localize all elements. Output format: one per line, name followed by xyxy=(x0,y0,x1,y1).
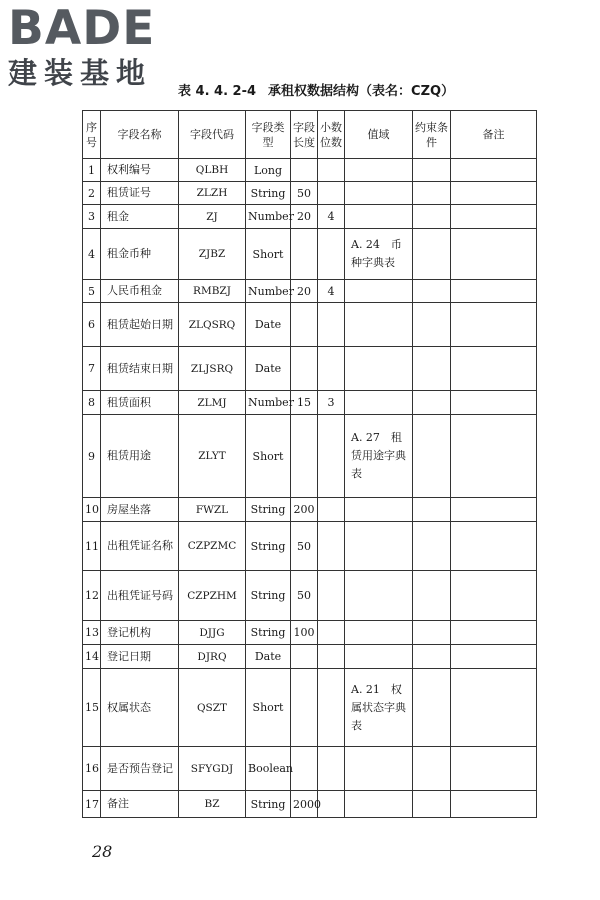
cell-constraint xyxy=(413,182,451,205)
cell-note xyxy=(451,205,537,229)
header-row xyxy=(83,111,537,159)
cell-note xyxy=(451,347,537,391)
cell-decimal-places xyxy=(318,159,345,182)
table-row xyxy=(83,498,537,522)
cell-field-name: 是否预告登记 xyxy=(101,747,179,791)
cell-no: 16 xyxy=(83,747,101,791)
cell-note xyxy=(451,159,537,182)
cell-decimal-places: 4 xyxy=(318,205,345,229)
cell-constraint xyxy=(413,571,451,621)
cell-no: 14 xyxy=(83,645,101,669)
table-title: 承租权数据结构（表名：CZQ） xyxy=(268,84,455,99)
cell-constraint xyxy=(413,159,451,182)
cell-decimal-places xyxy=(318,571,345,621)
cell-field-type: String xyxy=(246,522,291,571)
logo-chinese-name: 建装基地 xyxy=(8,56,153,90)
cell-field-type: Short xyxy=(246,415,291,498)
cell-field-type: Long xyxy=(246,159,291,182)
cell-field-code: ZLJSRQ xyxy=(179,347,246,391)
cell-note xyxy=(451,645,537,669)
cell-decimal-places xyxy=(318,791,345,818)
cell-field-name: 租赁结束日期 xyxy=(101,347,179,391)
cell-no: 6 xyxy=(83,303,101,347)
cell-field-type: Short xyxy=(246,229,291,280)
cell-field-length xyxy=(291,347,318,391)
cell-note xyxy=(451,621,537,645)
cell-no: 13 xyxy=(83,621,101,645)
cell-note xyxy=(451,303,537,347)
cell-field-type: Number xyxy=(246,391,291,415)
cell-field-name: 人民币租金 xyxy=(101,280,179,303)
data-structure-table xyxy=(82,110,537,818)
table-row xyxy=(83,159,537,182)
cell-value-domain xyxy=(345,747,413,791)
cell-no: 4 xyxy=(83,229,101,280)
cell-no: 3 xyxy=(83,205,101,229)
header-constraint: 约束条件 xyxy=(413,111,451,159)
cell-constraint xyxy=(413,621,451,645)
cell-no: 1 xyxy=(83,159,101,182)
header-no: 序号 xyxy=(83,111,101,159)
cell-field-length: 200 xyxy=(291,498,318,522)
cell-decimal-places xyxy=(318,498,345,522)
cell-no: 9 xyxy=(83,415,101,498)
cell-field-length xyxy=(291,669,318,747)
cell-field-name: 租赁起始日期 xyxy=(101,303,179,347)
cell-decimal-places xyxy=(318,303,345,347)
cell-no: 11 xyxy=(83,522,101,571)
cell-field-code: ZLYT xyxy=(179,415,246,498)
cell-value-domain xyxy=(345,159,413,182)
table-row xyxy=(83,522,537,571)
cell-constraint xyxy=(413,747,451,791)
cell-field-type: Date xyxy=(246,645,291,669)
cell-value-domain xyxy=(345,522,413,571)
cell-field-length xyxy=(291,229,318,280)
cell-field-length xyxy=(291,415,318,498)
cell-value-domain xyxy=(345,498,413,522)
cell-field-code: RMBZJ xyxy=(179,280,246,303)
cell-field-name: 租赁用途 xyxy=(101,415,179,498)
cell-field-code: ZLZH xyxy=(179,182,246,205)
cell-decimal-places xyxy=(318,347,345,391)
cell-field-length: 20 xyxy=(291,280,318,303)
cell-value-domain xyxy=(345,391,413,415)
header-note: 备注 xyxy=(451,111,537,159)
cell-constraint xyxy=(413,391,451,415)
cell-value-domain xyxy=(345,791,413,818)
cell-value-domain xyxy=(345,571,413,621)
cell-note xyxy=(451,415,537,498)
cell-note xyxy=(451,522,537,571)
cell-note xyxy=(451,747,537,791)
cell-note xyxy=(451,571,537,621)
cell-field-type: String xyxy=(246,621,291,645)
cell-field-length xyxy=(291,303,318,347)
cell-value-domain xyxy=(345,645,413,669)
table-row xyxy=(83,229,537,280)
cell-field-name: 权属状态 xyxy=(101,669,179,747)
header-field-name: 字段名称 xyxy=(101,111,179,159)
cell-field-length: 50 xyxy=(291,182,318,205)
cell-value-domain xyxy=(345,205,413,229)
cell-constraint xyxy=(413,347,451,391)
cell-constraint xyxy=(413,498,451,522)
header-field-length: 字段长度 xyxy=(291,111,318,159)
table-row xyxy=(83,621,537,645)
cell-field-code: QSZT xyxy=(179,669,246,747)
cell-value-domain xyxy=(345,182,413,205)
cell-value-domain xyxy=(345,280,413,303)
cell-note xyxy=(451,791,537,818)
cell-constraint xyxy=(413,791,451,818)
cell-no: 10 xyxy=(83,498,101,522)
cell-field-length xyxy=(291,747,318,791)
cell-constraint xyxy=(413,303,451,347)
cell-field-length xyxy=(291,159,318,182)
cell-field-name: 出租凭证名称 xyxy=(101,522,179,571)
table-row xyxy=(83,182,537,205)
cell-value-domain xyxy=(345,347,413,391)
table-row xyxy=(83,645,537,669)
cell-no: 5 xyxy=(83,280,101,303)
cell-field-type: String xyxy=(246,498,291,522)
table-row xyxy=(83,791,537,818)
header-value-domain: 值域 xyxy=(345,111,413,159)
cell-field-code: QLBH xyxy=(179,159,246,182)
cell-no: 2 xyxy=(83,182,101,205)
cell-field-type: String xyxy=(246,182,291,205)
cell-decimal-places xyxy=(318,747,345,791)
cell-field-length: 2000 xyxy=(291,791,318,818)
cell-field-length xyxy=(291,645,318,669)
cell-field-code: CZPZHM xyxy=(179,571,246,621)
cell-decimal-places xyxy=(318,415,345,498)
cell-value-domain xyxy=(345,621,413,645)
cell-constraint xyxy=(413,415,451,498)
header-field-code: 字段代码 xyxy=(179,111,246,159)
cell-decimal-places xyxy=(318,669,345,747)
table-row xyxy=(83,280,537,303)
cell-note xyxy=(451,498,537,522)
cell-constraint xyxy=(413,205,451,229)
cell-field-type: Date xyxy=(246,303,291,347)
cell-constraint xyxy=(413,645,451,669)
cell-no: 12 xyxy=(83,571,101,621)
cell-constraint xyxy=(413,669,451,747)
cell-decimal-places xyxy=(318,621,345,645)
cell-field-code: ZJBZ xyxy=(179,229,246,280)
table-row xyxy=(83,415,537,498)
cell-field-name: 出租凭证号码 xyxy=(101,571,179,621)
cell-constraint xyxy=(413,280,451,303)
cell-field-type: String xyxy=(246,791,291,818)
cell-field-code: ZLMJ xyxy=(179,391,246,415)
cell-note xyxy=(451,669,537,747)
table-row xyxy=(83,205,537,229)
cell-no: 8 xyxy=(83,391,101,415)
cell-no: 17 xyxy=(83,791,101,818)
cell-field-code: ZJ xyxy=(179,205,246,229)
cell-field-length: 100 xyxy=(291,621,318,645)
cell-field-code: DJRQ xyxy=(179,645,246,669)
cell-field-type: Number xyxy=(246,205,291,229)
header-decimal-places: 小数位数 xyxy=(318,111,345,159)
cell-field-name: 租赁证号 xyxy=(101,182,179,205)
cell-constraint xyxy=(413,229,451,280)
brand-logo xyxy=(8,1,176,90)
cell-field-type: Short xyxy=(246,669,291,747)
cell-note xyxy=(451,182,537,205)
cell-field-type: Date xyxy=(246,347,291,391)
cell-decimal-places: 4 xyxy=(318,280,345,303)
cell-field-code: DJJG xyxy=(179,621,246,645)
cell-field-name: 登记日期 xyxy=(101,645,179,669)
table-row xyxy=(83,747,537,791)
cell-note xyxy=(451,280,537,303)
cell-field-code: CZPZMC xyxy=(179,522,246,571)
page-number: 28 xyxy=(92,842,113,861)
cell-field-type: Number xyxy=(246,280,291,303)
table-row xyxy=(83,669,537,747)
cell-field-length: 50 xyxy=(291,522,318,571)
cell-field-name: 房屋坐落 xyxy=(101,498,179,522)
cell-value-domain: A. 21 权属状态字典表 xyxy=(345,669,413,747)
logo-wordmark: BADE xyxy=(8,1,156,56)
table-row xyxy=(83,391,537,415)
cell-field-type: Boolean xyxy=(246,747,291,791)
cell-field-code: FWZL xyxy=(179,498,246,522)
cell-field-name: 权利编号 xyxy=(101,159,179,182)
cell-value-domain xyxy=(345,303,413,347)
cell-value-domain: A. 27 租赁用途字典表 xyxy=(345,415,413,498)
cell-note xyxy=(451,391,537,415)
cell-field-code: SFYGDJ xyxy=(179,747,246,791)
cell-field-type: String xyxy=(246,571,291,621)
cell-field-code: BZ xyxy=(179,791,246,818)
cell-field-name: 租赁面积 xyxy=(101,391,179,415)
cell-field-length: 15 xyxy=(291,391,318,415)
cell-field-name: 登记机构 xyxy=(101,621,179,645)
table-row xyxy=(83,303,537,347)
table-row xyxy=(83,347,537,391)
cell-decimal-places xyxy=(318,522,345,571)
table-row xyxy=(83,571,537,621)
table-caption xyxy=(178,80,454,99)
cell-field-name: 备注 xyxy=(101,791,179,818)
table-number: 表 4. 4. 2-4 xyxy=(178,84,257,99)
cell-decimal-places xyxy=(318,645,345,669)
cell-no: 15 xyxy=(83,669,101,747)
header-field-type: 字段类型 xyxy=(246,111,291,159)
cell-field-code: ZLQSRQ xyxy=(179,303,246,347)
cell-no: 7 xyxy=(83,347,101,391)
cell-field-name: 租金 xyxy=(101,205,179,229)
cell-decimal-places xyxy=(318,182,345,205)
cell-decimal-places: 3 xyxy=(318,391,345,415)
cell-decimal-places xyxy=(318,229,345,280)
cell-note xyxy=(451,229,537,280)
cell-field-length: 50 xyxy=(291,571,318,621)
cell-value-domain: A. 24 币种字典表 xyxy=(345,229,413,280)
cell-field-length: 20 xyxy=(291,205,318,229)
cell-constraint xyxy=(413,522,451,571)
cell-field-name: 租金币种 xyxy=(101,229,179,280)
